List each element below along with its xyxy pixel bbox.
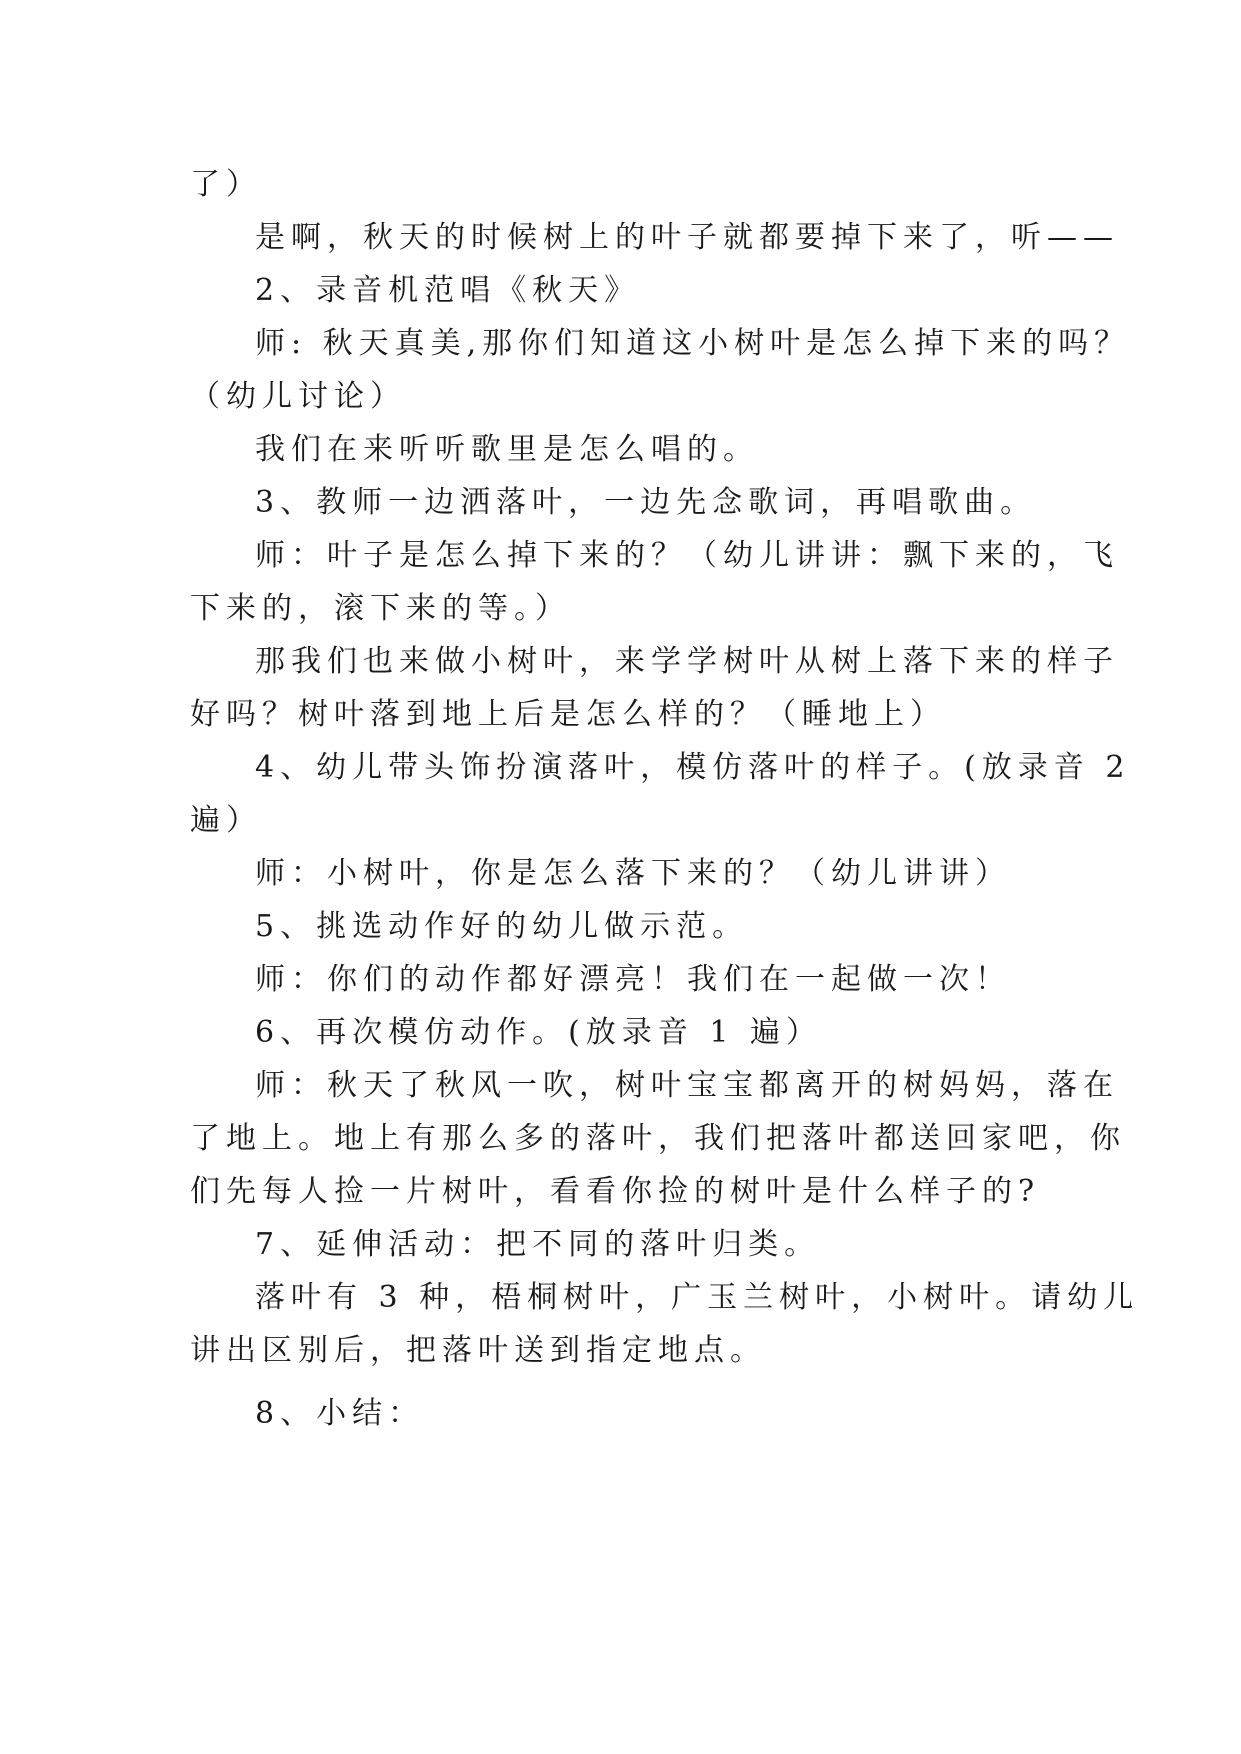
text-line: （幼儿讨论） xyxy=(190,379,406,414)
text-line: 2、录音机范唱《秋天》 xyxy=(255,273,641,308)
text-line: 那我们也来做小树叶，来学学树叶从树上落下来的样子 xyxy=(255,644,1119,679)
text-line: 讲出区别后，把落叶送到指定地点。 xyxy=(190,1333,766,1368)
text-line: 3、教师一边洒落叶，一边先念歌词，再唱歌曲。 xyxy=(255,485,1037,520)
text-line: 们先每人捡一片树叶，看看你捡的树叶是什么样子的? xyxy=(190,1174,1041,1209)
text-line: 是啊，秋天的时候树上的叶子就都要掉下来了，听—— xyxy=(255,220,1119,255)
text-line: 4、幼儿带头饰扮演落叶，模仿落叶的样子。(放录音 2 xyxy=(255,750,1131,785)
text-line: 师：秋天了秋风一吹，树叶宝宝都离开的树妈妈，落在 xyxy=(255,1068,1119,1103)
text-line: 师：你们的动作都好漂亮！我们在一起做一次！ xyxy=(255,962,1011,997)
text-line: 了地上。地上有那么多的落叶，我们把落叶都送回家吧，你 xyxy=(190,1121,1126,1156)
text-line: 好吗？树叶落到地上后是怎么样的？（睡地上） xyxy=(190,697,946,732)
text-line: 我们在来听听歌里是怎么唱的。 xyxy=(255,432,759,467)
text-line: 遍） xyxy=(190,803,262,838)
text-line: 了） xyxy=(190,167,262,202)
text-line: 下来的，滚下来的等。） xyxy=(190,591,571,626)
text-line: 师：小树叶，你是怎么落下来的？（幼儿讲讲） xyxy=(255,856,1011,891)
text-line: 8、小结： xyxy=(255,1396,425,1431)
text-line: 落叶有 3 种，梧桐树叶，广玉兰树叶，小树叶。请幼儿 xyxy=(255,1280,1140,1315)
text-line: 6、再次模仿动作。(放录音 1 遍） xyxy=(255,1015,822,1050)
text-line: 7、延伸活动：把不同的落叶归类。 xyxy=(255,1227,821,1262)
text-line: 师：叶子是怎么掉下来的？（幼儿讲讲：飘下来的，飞 xyxy=(255,538,1119,573)
text-line: 师: 秋天真美,那你们知道这小树叶是怎么掉下来的吗？ xyxy=(255,326,1131,361)
text-line: 5、挑选动作好的幼儿做示范。 xyxy=(255,909,749,944)
